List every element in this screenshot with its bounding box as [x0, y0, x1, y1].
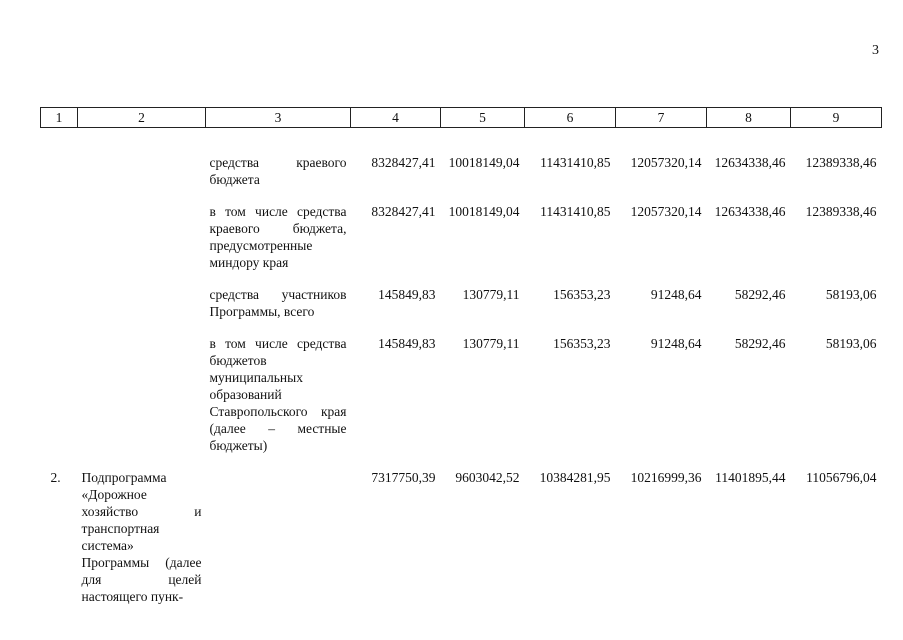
- row-value: 11056796,04: [806, 470, 877, 485]
- row-value: 11431410,85: [540, 155, 611, 170]
- table-header: [41, 108, 882, 128]
- row-value: 145849,83: [378, 287, 436, 302]
- table-row: [41, 203, 882, 271]
- row-value: 10018149,04: [448, 204, 520, 219]
- row-value: 91248,64: [650, 336, 702, 351]
- row-value: 58193,06: [825, 336, 877, 351]
- row-funding-source: в том числе средства краевого бюджета, предусмотренные миндору края: [209, 204, 347, 270]
- table-row: [41, 286, 882, 320]
- header-cell-5: 5: [441, 108, 525, 128]
- row-value: 12057320,14: [630, 155, 702, 170]
- header-cell-3: 3: [206, 108, 351, 128]
- row-funding-source: в том числе средства бюджетов муниципальных образований Ставропольского края (далее – местные бюджеты): [209, 336, 347, 453]
- header-cell-4: 4: [351, 108, 441, 128]
- row-value: 7317750,39: [371, 470, 436, 485]
- header-cell-7: 7: [616, 108, 707, 128]
- row-value: 130779,11: [462, 287, 520, 302]
- row-value: 12389338,46: [805, 155, 877, 170]
- header-row: [41, 108, 882, 128]
- header-cell-1: 1: [41, 108, 78, 128]
- row-value: 130779,11: [462, 336, 520, 351]
- row-number: [41, 286, 78, 320]
- row-name: [78, 203, 206, 271]
- row-value: 91248,64: [650, 287, 702, 302]
- table-row: [41, 469, 882, 605]
- row-value: 156353,23: [553, 336, 611, 351]
- row-value: 10384281,95: [539, 470, 611, 485]
- page-number: 3: [872, 43, 879, 58]
- row-number: [41, 203, 78, 271]
- row-value: 11401895,44: [715, 470, 786, 485]
- row-value: 12634338,46: [714, 155, 786, 170]
- row-value: 12057320,14: [630, 204, 702, 219]
- row-value: 58193,06: [825, 287, 877, 302]
- row-number: 2.: [50, 470, 61, 485]
- row-value: 12389338,46: [805, 204, 877, 219]
- row-number: [41, 154, 78, 188]
- row-funding-source: средства краевого бюджета: [209, 155, 347, 187]
- table-row: [41, 335, 882, 454]
- row-value: 58292,46: [734, 287, 786, 302]
- header-cell-8: 8: [707, 108, 791, 128]
- header-cell-9: 9: [791, 108, 882, 128]
- row-name: [78, 335, 206, 454]
- row-name: [78, 286, 206, 320]
- table-body: [41, 128, 882, 606]
- row-number: [41, 335, 78, 454]
- row-value: 11431410,85: [540, 204, 611, 219]
- row-name: [78, 154, 206, 188]
- row-name: Подпрограмма «Дорожное хозяйство и транспортная система» Программы (далее для целей настоящего пунк-: [81, 470, 202, 604]
- budget-table: [40, 107, 882, 605]
- header-cell-2: 2: [78, 108, 206, 128]
- row-value: 8328427,41: [371, 204, 436, 219]
- row-value: 10018149,04: [448, 155, 520, 170]
- table-row: [41, 154, 882, 188]
- row-funding-source: средства участников Программы, всего: [209, 287, 347, 319]
- row-value: 145849,83: [378, 336, 436, 351]
- row-value: 12634338,46: [714, 204, 786, 219]
- header-cell-6: 6: [525, 108, 616, 128]
- row-funding-source: [206, 469, 351, 605]
- row-value: 10216999,36: [630, 470, 702, 485]
- row-value: 156353,23: [553, 287, 611, 302]
- row-value: 9603042,52: [455, 470, 520, 485]
- row-value: 58292,46: [734, 336, 786, 351]
- row-value: 8328427,41: [371, 155, 436, 170]
